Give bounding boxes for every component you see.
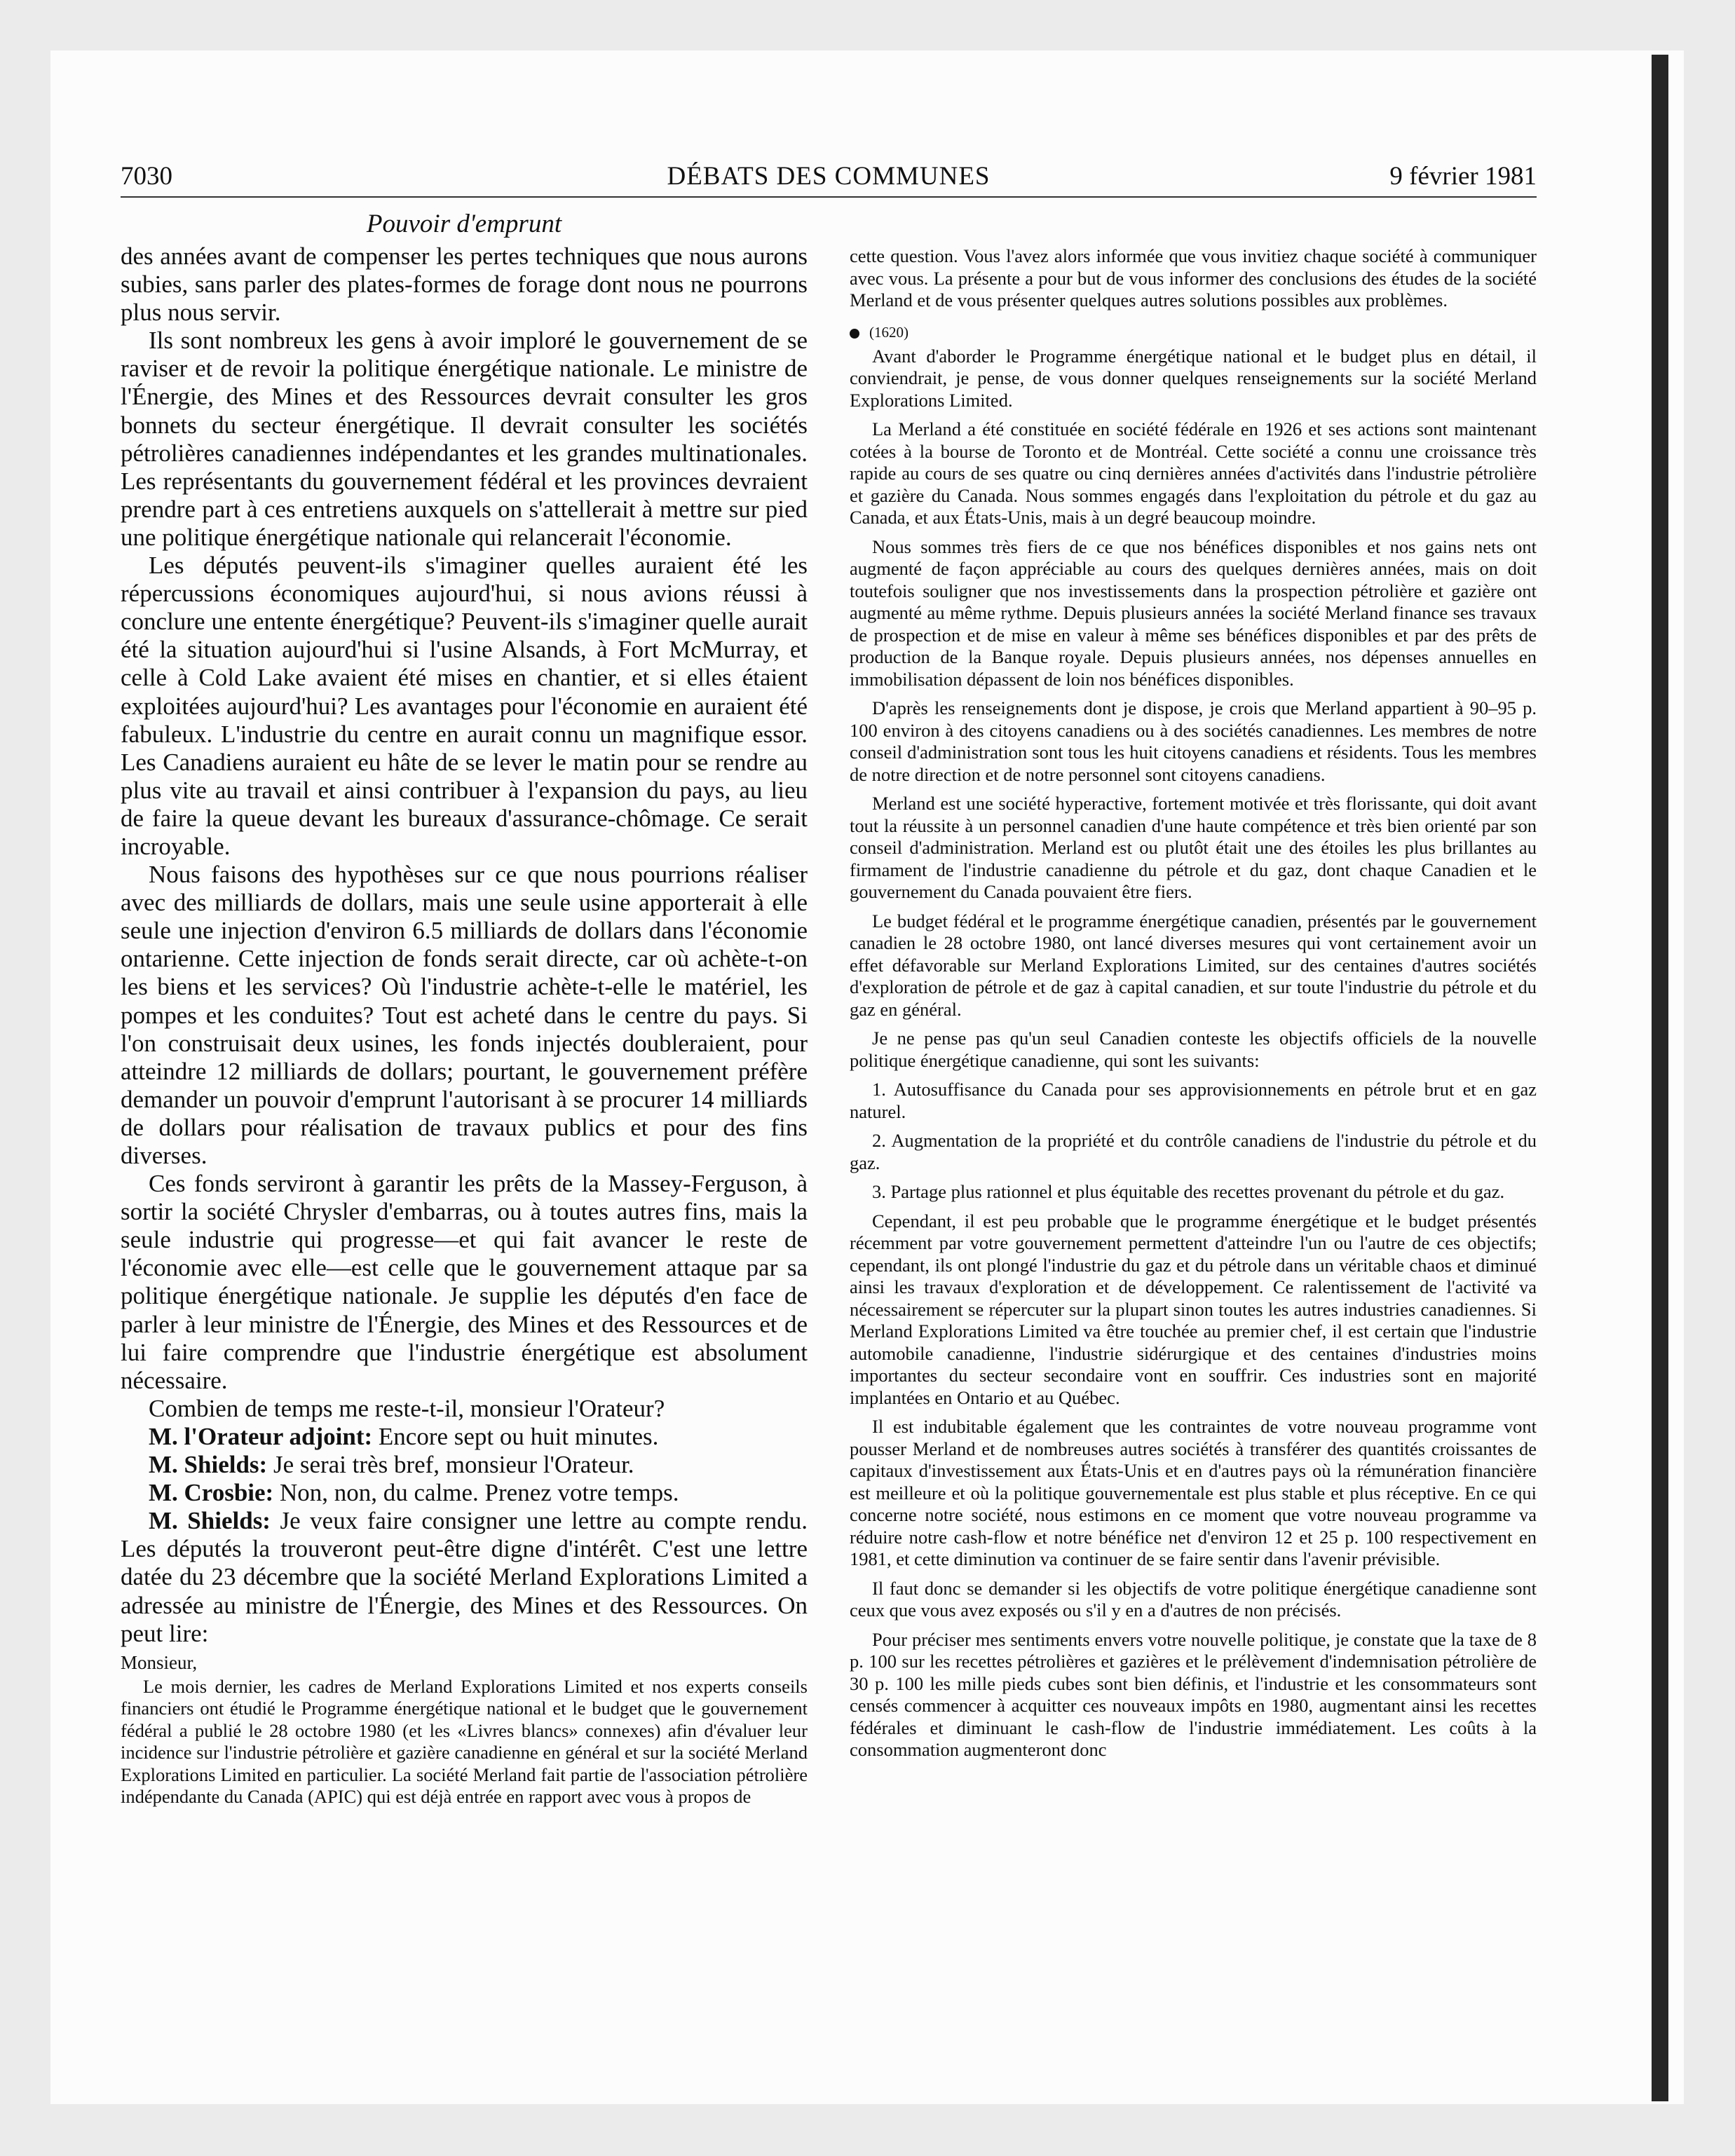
- letter-paragraph: Avant d'aborder le Programme énergétique national et le budget plus en détail, il conviendrait, je pense, de vous donner quelques renseignements sur la société Merland Explorations Limited.: [850, 345, 1537, 411]
- speaker-name: M. Crosbie:: [149, 1479, 274, 1507]
- letter-paragraph: Il faut donc se demander si les objectifs de votre politique énergétique canadienne sont ceux que vous avez exposés ou s'il y en a d'autres de non précisés.: [850, 1577, 1537, 1621]
- letter-list-item: 2. Augmentation de la propriété et du contrôle canadiens de l'industrie du pétrole et du gaz.: [850, 1130, 1537, 1173]
- section-subtitle: Pouvoir d'emprunt: [366, 210, 562, 238]
- speech: [121, 1507, 808, 1647]
- letter-paragraph: Cependant, il est peu probable que le programme énergétique et le budget présentés récemment par votre gouvernement permettent d'atteindre l'un ou l'autre de ces objectifs; cependant, ils ont plongé l'industrie du gaz et du pétrole dans un véritable chaos et diminué ainsi les travaux d'exploration et de développement. Ce ralentissement de l'activité va nécessairement se répercuter sur la plupart sinon toutes les autres industries canadiennes. Si Merland Explorations Limited va être touchée au premier chef, il est certain que l'industrie automobile canadienne, l'industrie sidérurgique et des centaines d'industries moins importantes du secteur secondaire vont en souffrir. Ces industries sont en majorité implantées en Ontario et au Québec.: [850, 1210, 1537, 1408]
- paragraph: des années avant de compenser les pertes techniques que nous aurons subies, sans parler des plates-formes de forage dont nous ne pourrons plus nous servir.: [121, 243, 808, 327]
- letter-paragraph: Le mois dernier, les cadres de Merland Explorations Limited et nos experts conseils financiers ont étudié le Programme énergétique national et le budget que le gouvernement fédéral a publié le 28 octobre 1980 (et les «Livres blancs» connexes) afin d'évaluer leur incidence sur l'industrie pétrolière et gazière canadienne en général et sur la société Merland Explorations Limited en particulier. La société Merland fait partie de l'association pétrolière indépendante du Canada (APIC) qui est déjà entrée en rapport avec vous à propos de: [121, 1675, 808, 1808]
- speech-text: Je veux faire consigner une lettre au compte rendu. Les députés la trouveront peut-être digne d'intérêt. C'est une lettre datée du 23 décembre que la société Merland Explorations Limited a adressée au ministre de l'Énergie, des Mines et des Ressources. On peut lire:: [121, 1507, 808, 1647]
- paragraph: Nous faisons des hypothèses sur ce que nous pourrions réaliser avec des milliards de dollars, mais une seule usine apporterait à elle seule une injection d'environ 6.5 milliards de dollars dans l'économie ontarienne. Cette injection de fonds serait directe, car où achète-t-on les biens et les services? Où l'industrie achète-t-elle le matériel, les pompes et les conduites? Tout est acheté dans le centre du pays. Si l'on construisait deux usines, les fonds injectés doubleraient, pour atteindre 12 milliards de dollars; pourtant, le gouvernement préfère demander un pouvoir d'emprunt l'autorisant à se procurer 14 milliards de dollars pour réalisation de travaux publics et pour des fins diverses.: [121, 861, 808, 1169]
- speaker-name: M. Shields:: [149, 1451, 268, 1479]
- letter-paragraph: D'après les renseignements dont je dispose, je crois que Merland appartient à 90–95 p. 100 environ à des citoyens canadiens ou à des sociétés canadiennes. Les membres de notre conseil d'administration sont tous les huit citoyens canadiens et résidents. Tous les membres de notre direction et de notre personnel sont citoyens canadiens.: [850, 697, 1537, 785]
- paragraph: Ils sont nombreux les gens à avoir imploré le gouvernement de se raviser et de revoir la politique énergétique nationale. Le ministre de l'Énergie, des Mines et des Ressources devrait consulter les gros bonnets du secteur énergétique. Il devrait consulter les sociétés pétrolières canadiennes indépendantes et les grandes multinationales. Les représentants du gouvernement fédéral et les provinces devraient prendre part à ces entretiens auxquels on s'attellerait à mettre sur pied une politique énergétique nationale qui relancerait l'économie.: [121, 327, 808, 551]
- letter-paragraph: cette question. Vous l'avez alors informée que vous invitiez chaque société à communiquer avec vous. La présente a pour but de vous informer des conclusions des études de la société Merland et de vous présenter quelques autres solutions possibles aux problèmes.: [850, 245, 1537, 311]
- left-column: [121, 243, 808, 2054]
- letter-paragraph: Il est indubitable également que les contraintes de votre nouveau programme vont pousser Merland et de nombreuses autres sociétés à transférer des quantités croissantes de capitaux d'investissement aux États-Unis et en d'autres pays où la rémunération financière est meilleure et où la politique gouvernementale est plus stable et plus réceptive. En ce qui concerne notre société, nous estimons en ce moment que votre nouveau programme va réduire notre cash-flow et notre bénéfice net d'environ 12 et 25 p. 100 respectivement en 1981, et cette diminution va continuer de se faire sentir dans l'avenir prévisible.: [850, 1416, 1537, 1569]
- paragraph: Les députés peuvent-ils s'imaginer quelles auraient été les répercussions économiques aujourd'hui, si nous avions réussi à conclure une entente énergétique? Peuvent-ils s'imaginer quelle aurait été la situation aujourd'hui si l'usine Alsands, à Fort McMurray, et celle à Cold Lake avaient été mises en chantier, et si elles étaient exploitées aujourd'hui? Les avantages pour l'économie en auraient été fabuleux. L'industrie du centre en aurait connu un magnifique essor. Les Canadiens auraient eu hâte de se lever le matin pour se rendre au plus vite au travail et ainsi contribuer à l'expansion du pays, au lieu de faire la queue devant les bureaux d'assurance-chômage. Ce serait incroyable.: [121, 552, 808, 860]
- time-marker-text: (1620): [869, 323, 909, 341]
- letter-salutation: Monsieur,: [121, 1651, 198, 1673]
- scan-edge-bar: [1652, 55, 1668, 2101]
- speaker-name: M. l'Orateur adjoint:: [149, 1422, 373, 1450]
- speaker-name: M. Shields:: [149, 1507, 271, 1535]
- speech-text: Encore sept ou huit minutes.: [372, 1422, 659, 1450]
- bullet-dot-icon: [850, 329, 859, 339]
- letter-paragraph: Nous sommes très fiers de ce que nos bénéfices disponibles et nos gains nets ont augmenté de façon appréciable au cours des quelques dernières années, mais on doit toutefois souligner que nos investissements dans la prospection pétrolière et gazière ont augmenté au même rythme. Depuis plusieurs années la société Merland finance ses travaux de prospection et de mise en valeur à même ses bénéfices disponibles et par des prêts de production de la Banque royale. Depuis plusieurs années, nos dépenses annuelles en immobilisation dépassent de loin nos bénéfices disponibles.: [850, 535, 1537, 690]
- speech-text: Je serai très bref, monsieur l'Orateur.: [267, 1451, 634, 1479]
- letter-paragraph: La Merland a été constituée en société fédérale en 1926 et ses actions sont maintenant cotées à la bourse de Toronto et de Montréal. Cette société a connu une croissance très rapide au cours de ses quatre ou cinq dernières années d'activités dans l'industrie pétrolière et gazière du Canada. Nous sommes engagés dans l'exploitation du pétrole et du gaz au Canada, et aux États-Unis, mais à un degré beaucoup moindre.: [850, 418, 1537, 528]
- letter-list-item: 3. Partage plus rationnel et plus équitable des recettes provenant du pétrole et du gaz.: [872, 1181, 1505, 1202]
- page-number: 7030: [121, 162, 172, 191]
- right-column: [850, 245, 1537, 2054]
- speech: [121, 1423, 808, 1451]
- speech: [121, 1451, 808, 1479]
- letter-paragraph: Merland est une société hyperactive, fortement motivée et très florissante, qui doit avant tout la réussite à un personnel canadien d'une haute compétence et très bien orienté par son conseil d'administration. Merland est ou plutôt était une des étoiles les plus brillantes au firmament de l'industrie canadienne du pétrole et du gaz, dont chaque Canadien et le gouvernement du Canada pouvaient être fiers.: [850, 793, 1537, 902]
- speech: [121, 1479, 808, 1507]
- letter-list-item: 1. Autosuffisance du Canada pour ses approvisionnements en pétrole brut et en gaz naturel.: [850, 1079, 1537, 1122]
- time-marker: [850, 322, 1537, 343]
- publication-date: 9 février 1981: [1389, 162, 1537, 191]
- publication-title: DÉBATS DES COMMUNES: [667, 162, 991, 191]
- letter-paragraph: Je ne pense pas qu'un seul Canadien conteste les objectifs officiels de la nouvelle politique énergétique canadienne, qui sont les suivants:: [850, 1028, 1537, 1071]
- letter-paragraph: Pour préciser mes sentiments envers votre nouvelle politique, je constate que la taxe de 8 p. 100 sur les recettes pétrolières et gazières et le prélèvement d'indemnisation pétrolière de 30 p. 100 les mille pieds cubes sont bien définis, et l'industrie et les consommateurs sont censés commencer à acquitter ces nouveaux impôts en 1980, augmentant ainsi les recettes fédérales et diminuant le cash-flow de l'industrie immédiatement. Les coûts à la consommation augmenteront donc: [850, 1628, 1537, 1760]
- running-header: [121, 160, 1537, 198]
- letter-paragraph: Le budget fédéral et le programme énergétique canadien, présentés par le gouvernement canadien le 28 octobre 1980, ont lancé diverses mesures qui vont certainement avoir un effet défavorable sur Merland Explorations Limited, sur des centaines d'autres sociétés d'exploration de pétrole et de gaz à capital canadien, et sur toute l'industrie du pétrole et du gaz en général.: [850, 910, 1537, 1020]
- paragraph: Ces fonds serviront à garantir les prêts de la Massey-Ferguson, à sortir la société Chrysler d'embarras, ou à toutes autres fins, mais la seule industrie qui progresse—et qui fait avancer le reste de l'économie avec elle—est celle que le gouvernement attaque par sa politique énergétique nationale. Je supplie les députés d'en face de parler à leur ministre de l'Énergie, des Mines et des Ressources et de lui faire comprendre que l'industrie énergétique est absolument nécessaire.: [121, 1170, 808, 1394]
- speech-text: Non, non, du calme. Prenez votre temps.: [273, 1479, 679, 1507]
- paragraph: Combien de temps me reste-t-il, monsieur l'Orateur?: [149, 1394, 665, 1422]
